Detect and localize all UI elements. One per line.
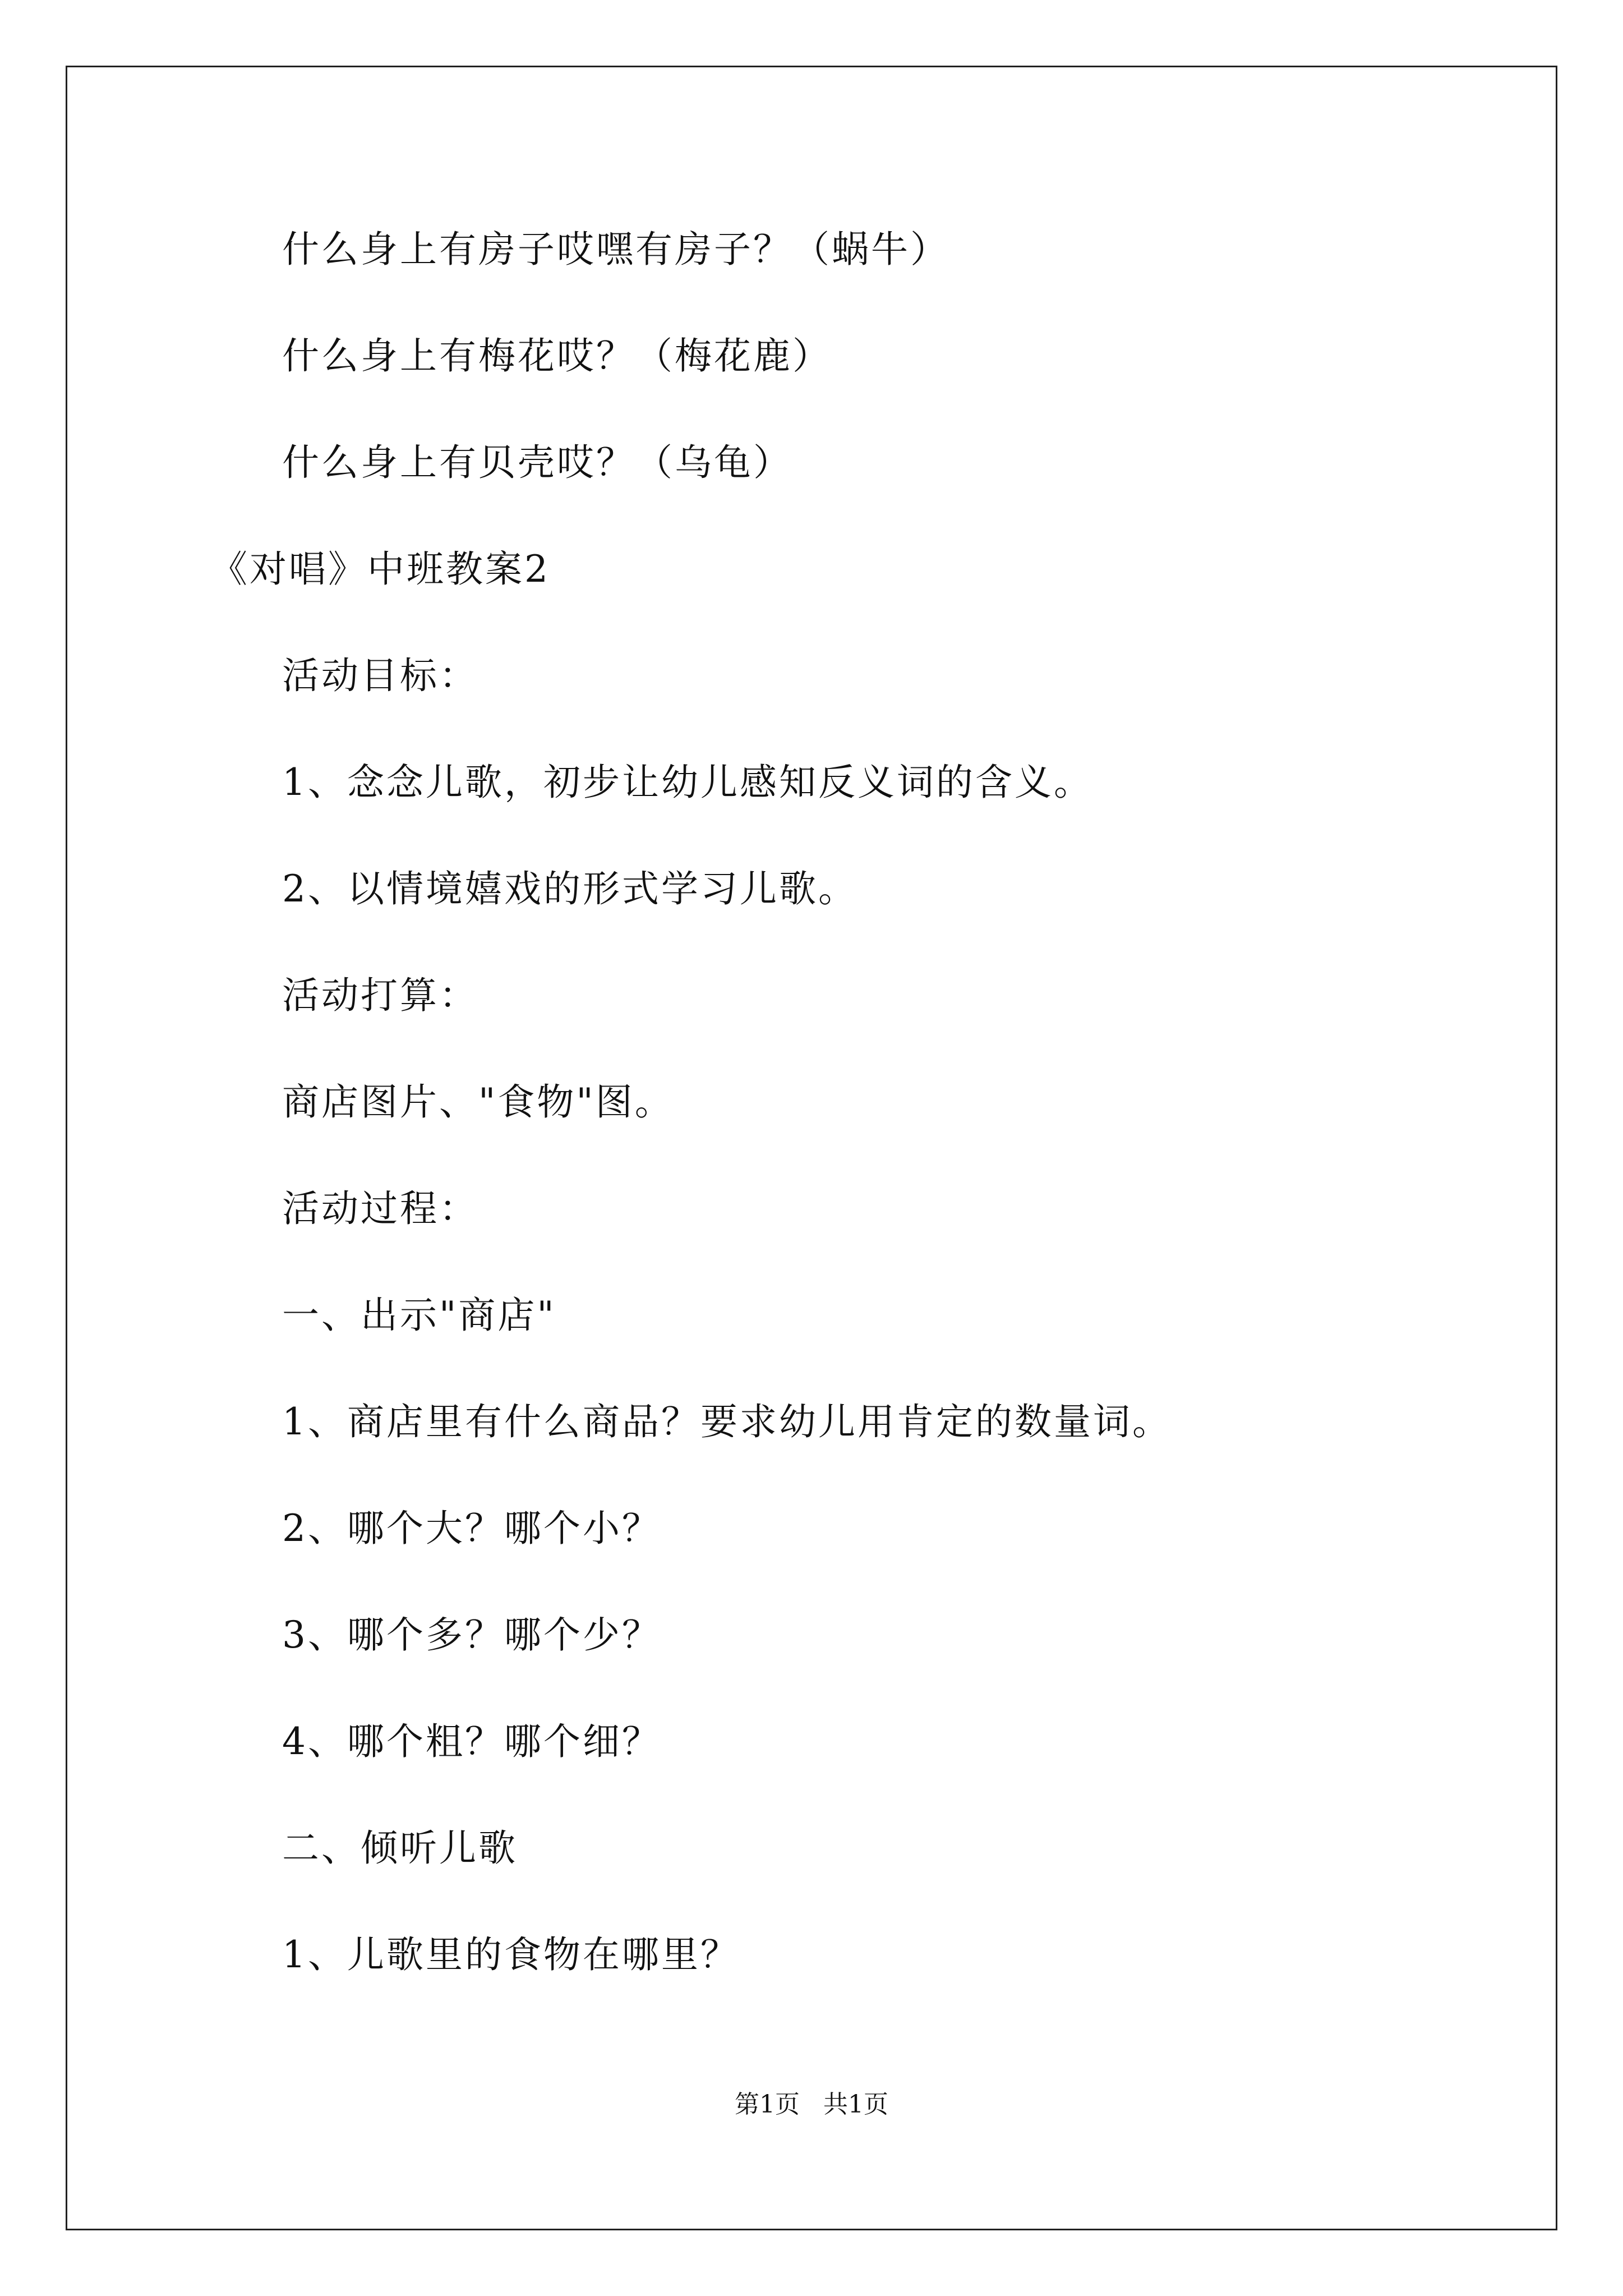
page-border — [66, 66, 1557, 2230]
body-line: 4、哪个粗？哪个细？ — [282, 1720, 661, 1763]
body-line: 活动打算： — [282, 974, 478, 1017]
body-line: 什么身上有房子哎嘿有房子？（蜗牛） — [282, 228, 949, 271]
page-number-footer: 第1页 共1页 — [735, 2090, 888, 2119]
body-line: 2、哪个大？哪个小？ — [282, 1507, 661, 1550]
body-line: 什么身上有梅花哎？（梅花鹿） — [282, 334, 832, 378]
body-line: 3、哪个多？哪个少？ — [282, 1613, 661, 1657]
body-line: 2、以情境嬉戏的形式学习儿歌。 — [282, 867, 857, 910]
body-line: 活动过程： — [282, 1187, 478, 1230]
body-line: 二、倾听儿歌 — [282, 1826, 518, 1870]
body-line: 1、念念儿歌，初步让幼儿感知反义词的含义。 — [282, 761, 1093, 804]
body-line: 活动目标： — [282, 654, 478, 697]
body-line: 1、儿歌里的食物在哪里？ — [282, 1933, 740, 1976]
section-heading: 《对唱》中班教案2 — [210, 547, 550, 591]
body-line: 一、出示"商店" — [282, 1294, 556, 1337]
body-line: 什么身上有贝壳哎？（乌龟） — [282, 441, 792, 484]
body-line: 1、商店里有什么商品？要求幼儿用肯定的数量词。 — [282, 1400, 1172, 1443]
body-line: 商店图片、"食物"图。 — [282, 1080, 674, 1124]
